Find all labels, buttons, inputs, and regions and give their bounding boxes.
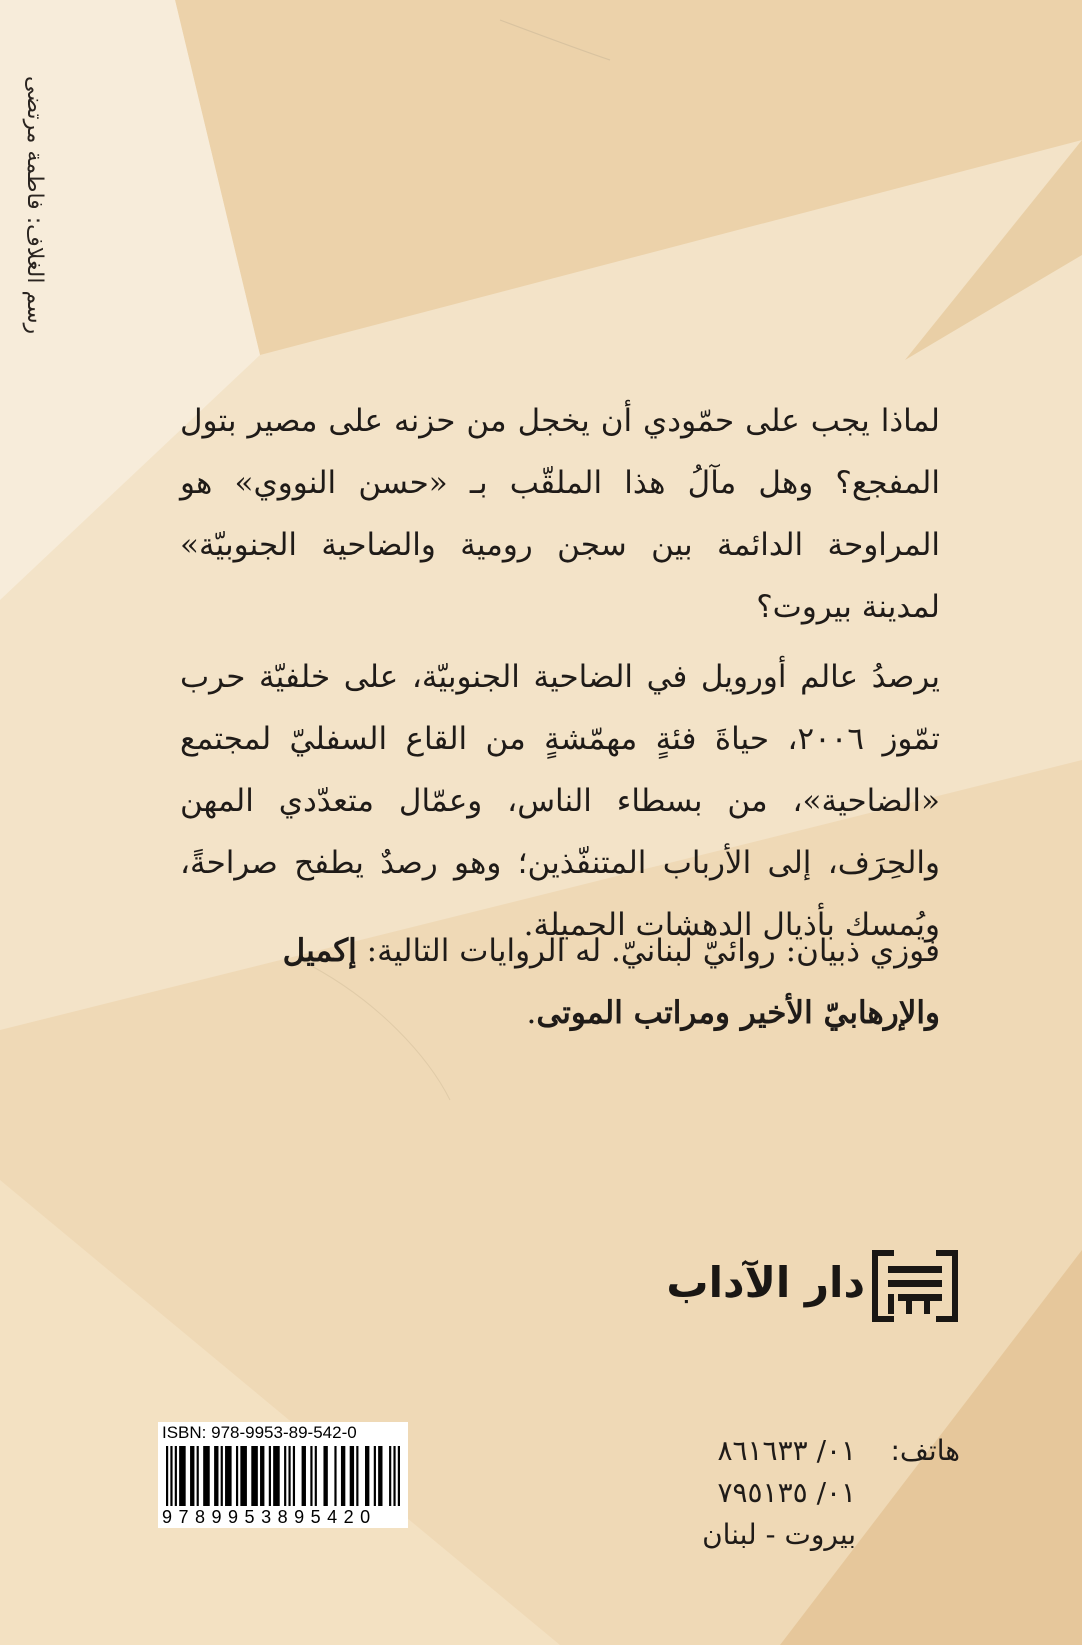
- author-end: .: [526, 995, 537, 1031]
- barcode-bar: [273, 1446, 280, 1506]
- barcode-bar: [350, 1446, 354, 1506]
- barcode-bar: [251, 1446, 258, 1506]
- blurb-paragraph-2: يرصدُ عالم أورويل في الضاحية الجنوبيّة، على خلفيّة حرب تمّوز ٢٠٠٦، حياةَ فئةٍ مهمّشةٍ من القاع السفليّ لمجتمع «الضاحية»، من بسطاء الناس، وعمّال متعدّدي المهن والحِرَف، إلى الأرباب المتنفّذين؛ وهو رصدٌ يطفح صراحةً، ويُمسك بأذيال الدهشات الجميلة.: [180, 659, 940, 943]
- barcode-bar: [225, 1446, 232, 1506]
- barcode-bar: [284, 1446, 286, 1506]
- barcode-bar: [302, 1446, 306, 1506]
- publisher-logo-icon: [872, 1250, 958, 1322]
- barcode-bar: [356, 1446, 358, 1506]
- author-bio: [180, 920, 940, 1044]
- publisher-name: دار الآداب: [666, 1258, 865, 1307]
- blurb-paragraph-1: لماذا يجب على حمّودي أن يخجل من حزنه على مصير بتول المفجع؟ وهل مآلُ هذا الملقّب بـ «حسن النووي» هو المراوحة الدائمة بين سجن رومية والضاحية الجنوبيّة» لمدينة بيروت؟: [180, 403, 940, 625]
- barcode-bar: [170, 1446, 172, 1506]
- barcode-bar: [166, 1446, 168, 1506]
- barcode-bar: [221, 1446, 223, 1506]
- barcode-bar: [293, 1446, 295, 1506]
- barcode-bar: [389, 1446, 391, 1506]
- barcode-bar: [378, 1446, 382, 1506]
- blurb: [180, 390, 940, 964]
- author-works: إكميل والإرهابيّ الأخير ومراتب الموتى: [282, 933, 940, 1031]
- phone-row-2: [640, 1472, 960, 1514]
- barcode-bar: [365, 1446, 369, 1506]
- publisher-location: بيروت - لبنان: [702, 1518, 857, 1551]
- barcode-bar: [398, 1446, 400, 1506]
- barcode-bar: [393, 1446, 395, 1506]
- location-row: [640, 1514, 960, 1556]
- barcode-icon: [164, 1446, 402, 1506]
- barcode-bar: [269, 1446, 271, 1506]
- barcode-bar: [179, 1446, 186, 1506]
- phone-label: هاتف:: [890, 1434, 960, 1467]
- barcode-bar: [260, 1446, 264, 1506]
- barcode-bar: [374, 1446, 376, 1506]
- barcode-bar: [315, 1446, 317, 1506]
- author-intro: فوزي ذبيان: روائيّ لبنانيّ. له الروايات التالية:: [356, 933, 940, 969]
- isbn-label: ISBN: 978-9953-89-542-0: [162, 1423, 357, 1442]
- barcode-bar: [203, 1446, 210, 1506]
- publisher-contact: [640, 1430, 960, 1556]
- barcode-bar: [197, 1446, 199, 1506]
- barcode-bar: [310, 1446, 312, 1506]
- barcode-bar: [341, 1446, 345, 1506]
- barcode-bar: [214, 1446, 218, 1506]
- isbn-barcode-block: [158, 1422, 408, 1528]
- isbn-digits: 9789953895420: [162, 1507, 377, 1527]
- phone-row-1: [640, 1430, 960, 1472]
- phone-number-2: ٠١/ ٧٩٥١٣٥: [717, 1476, 857, 1509]
- phone-number-1: ٠١/ ٨٦١٦٣٣: [717, 1434, 857, 1467]
- barcode-bar: [240, 1446, 247, 1506]
- barcode-bar: [236, 1446, 238, 1506]
- barcode-bar: [323, 1446, 327, 1506]
- barcode-bar: [175, 1446, 177, 1506]
- cover-credit: رسم الغلاف: فاطمة مرتضى: [22, 75, 47, 335]
- barcode-bar: [190, 1446, 194, 1506]
- barcode-bar: [288, 1446, 290, 1506]
- barcode-bar: [334, 1446, 336, 1506]
